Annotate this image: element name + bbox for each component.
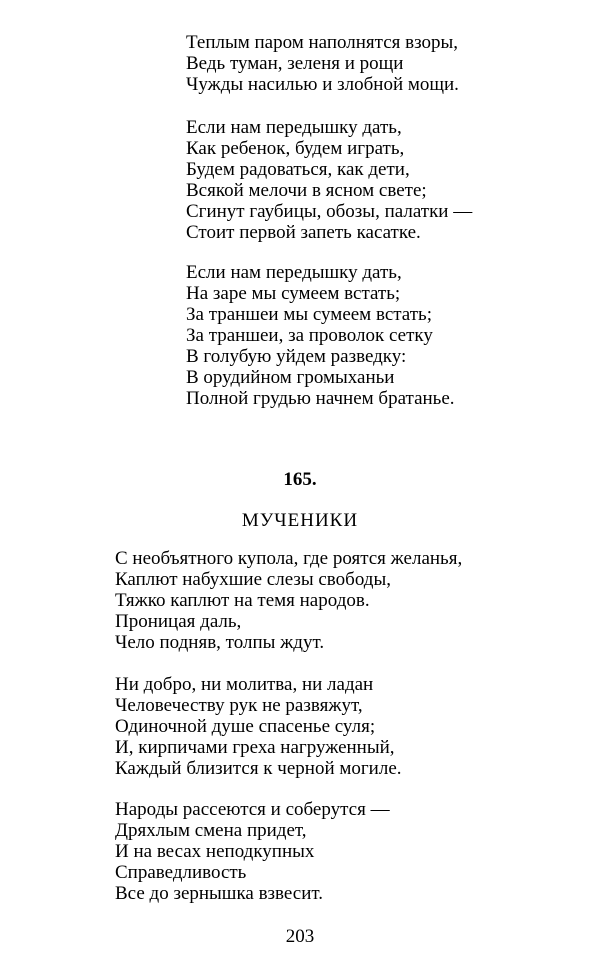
poem-line: Все до зернышка взвесит. (115, 883, 324, 904)
poem-line: Сгинут гаубицы, обозы, палатки — (186, 201, 473, 222)
poem-line: Чело подняв, толпы ждут. (115, 632, 325, 653)
poem-line: Проницая даль, (115, 611, 242, 632)
poem-line: Полной грудью начнем братанье. (186, 388, 455, 409)
poem-line: За траншеи мы сумеем встать; (186, 304, 432, 325)
poem-line: На заре мы сумеем встать; (186, 283, 401, 304)
poem-line: Стоит первой запеть касатке. (186, 222, 421, 243)
poem-title: МУЧЕНИКИ (241, 510, 359, 531)
poem-line: С необъятного купола, где роятся желанья, (115, 548, 463, 569)
poem-line: Каплют набухшие слезы свободы, (115, 569, 391, 590)
poem-line: В голубую уйдем разведку: (186, 346, 407, 367)
poem-line: Дряхлым смена придет, (115, 820, 307, 841)
poem-line: Справедливость (115, 862, 247, 883)
poem-line: Как ребенок, будем играть, (186, 138, 405, 159)
poem-line: Одиночной душе спасенье суля; (115, 716, 376, 737)
poem-number: 165. (283, 469, 317, 490)
poem-line: Теплым паром наполнятся взоры, (186, 32, 459, 53)
poem-line: За траншеи, за проволок сетку (186, 325, 433, 346)
poem-line: Всякой мелочи в ясном свете; (186, 180, 427, 201)
poem-line: И на весах неподкупных (115, 841, 315, 862)
poem-line: Каждый близится к черной могиле. (115, 758, 402, 779)
page-number: 203 (285, 926, 315, 947)
poem-line: Ни добро, ни молитва, ни ладан (115, 674, 374, 695)
poem-line: Человечеству рук не развяжут, (115, 695, 363, 716)
poem-line: И, кирпичами греха нагруженный, (115, 737, 395, 758)
poem-line: Народы рассеются и соберутся — (115, 799, 390, 820)
poem-line: Если нам передышку дать, (186, 262, 402, 283)
poem-line: В орудийном громыханьи (186, 367, 395, 388)
poem-line: Если нам передышку дать, (186, 117, 402, 138)
poem-line: Ведь туман, зеленя и рощи (186, 53, 404, 74)
poem-line: Будем радоваться, как дети, (186, 159, 410, 180)
poem-line: Тяжко каплют на темя народов. (115, 590, 370, 611)
poem-line: Чужды насилью и злобной мощи. (186, 74, 459, 95)
